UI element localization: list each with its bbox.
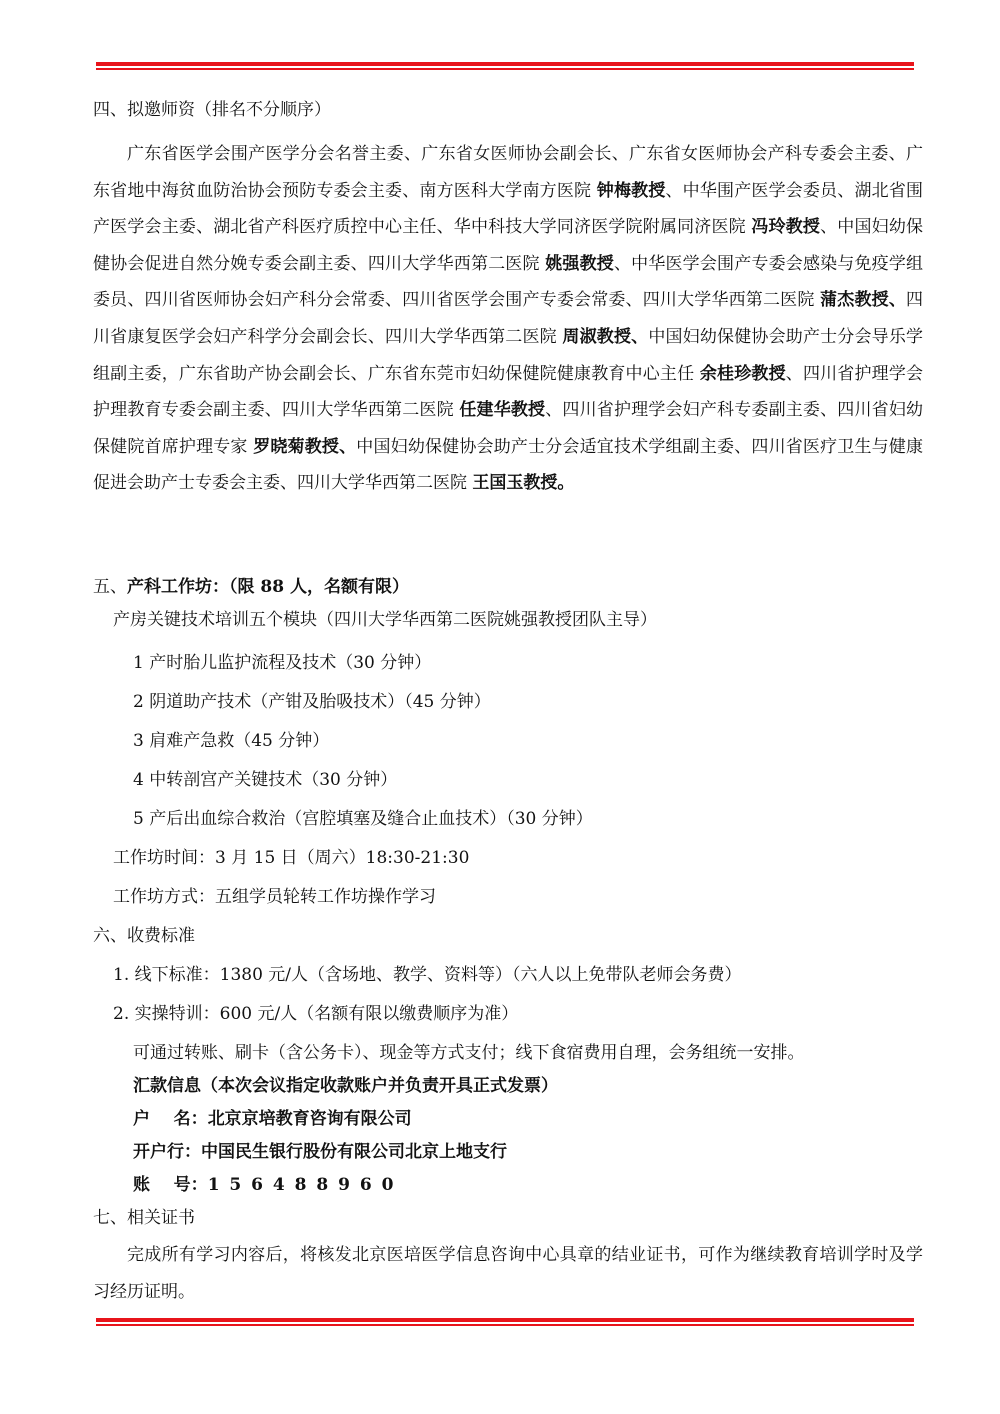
fee-practical: 2. 实操特训：600 元/人（名额有限以缴费顺序为准） [113, 1004, 519, 1024]
faculty-name: 周淑教授、 [562, 326, 649, 347]
fee-offline: 1. 线下标准：1380 元/人（含场地、教学、资料等）（六人以上免带队老师会务费） [113, 965, 742, 985]
faculty-name: 罗晓菊教授、 [253, 436, 357, 457]
faculty-name: 余桂珍教授 [699, 363, 786, 384]
footer-rule [96, 1318, 914, 1326]
section7-heading: 七、相关证书 [93, 1208, 195, 1228]
account-number-row: 账 号：1 5 6 4 8 8 9 6 0 [133, 1175, 396, 1195]
section4-heading: 四、拟邀师资（排名不分顺序） [93, 100, 331, 120]
faculty-name: 姚强教授 [545, 253, 614, 274]
workshop-time: 工作坊时间：3 月 15 日（周六）18:30-21:30 [113, 848, 470, 868]
section5-heading: 五、产科工作坊：（限 88 人，名额有限） [93, 577, 409, 597]
section6-heading: 六、收费标准 [93, 926, 195, 946]
faculty-name: 钟梅教授 [596, 180, 666, 201]
workshop-module: 2 阴道助产技术（产钳及胎吸技术）（45 分钟） [133, 692, 491, 712]
workshop-module: 1 产时胎儿监护流程及技术（30 分钟） [133, 653, 432, 673]
account-name-row: 户 名：北京京培教育咨询有限公司 [133, 1109, 412, 1129]
payment-methods: 可通过转账、刷卡（含公务卡）、现金等方式支付；线下食宿费用自理，会务组统一安排。 [133, 1043, 805, 1063]
header-rule [96, 62, 914, 70]
certificate-text: 完成所有学习内容后，将核发北京医培医学信息咨询中心具章的结业证书，可作为继续教育培训学时及学习经历证明。 [93, 1245, 923, 1302]
faculty-name: 任建华教授 [459, 400, 546, 421]
faculty-name: 冯玲教授 [751, 217, 821, 238]
workshop-intro: 产房关键技术培训五个模块（四川大学华西第二医院姚强教授团队主导） [113, 610, 657, 630]
bank-row: 开户行：中国民生银行股份有限公司北京上地支行 [133, 1142, 507, 1162]
section4-faculty-paragraph: 广东省医学会围产医学分会名誉主委、广东省女医师协会副会长、广东省女医师协会产科专委会主委、广东省地中海贫血防治协会预防专委会主委、南方医科大学南方医院 钟梅教授、中华围产医学会委员、湖北省围产医学会主委、湖北省产科医疗质控中心主任、华中科技大学同济医学院附属同济医院 冯玲教授、中国妇幼保健协会促进自然分娩专委会副主委、四川大学华西第二医院 姚强教授、中华医学会围产专委会感染与免疫学组委员、四川省医师协会妇产科分会常委、四川省医学会围产专委会常委、四川大学华西第二医院 蒲杰教授、四川省康复医学会妇产科学分会副会长、四川大学华西第二医院 周淑教授、中国妇幼保健协会助产士分会导乐学组副主委，广东省助产协会副会长、广东省东莞市妇幼保健院健康教育中心主任 余桂珍教授、四川省护理学会护理教育专委会副主委、四川大学华西第二医院 任建华教授、四川省护理学会妇产科专委副主委、四川省妇幼保健院首席护理专家 罗晓菊教授、中国妇幼保健协会助产士分会适宜技术学组副主委、四川省医疗卫生与健康促进会助产士专委会主委、四川大学华西第二医院 王国玉教授。 [93, 144, 924, 494]
faculty-name: 蒲杰教授、 [820, 290, 907, 311]
faculty-name: 王国玉教授。 [472, 473, 575, 494]
workshop-module: 4 中转剖宫产关键技术（30 分钟） [133, 770, 398, 790]
workshop-module: 5 产后出血综合救治（宫腔填塞及缝合止血技术）（30 分钟） [133, 809, 593, 829]
workshop-method: 工作坊方式：五组学员轮转工作坊操作学习 [113, 887, 436, 907]
remittance-title: 汇款信息（本次会议指定收款账户并负责开具正式发票） [133, 1076, 558, 1096]
workshop-module: 3 肩难产急救（45 分钟） [133, 731, 330, 751]
